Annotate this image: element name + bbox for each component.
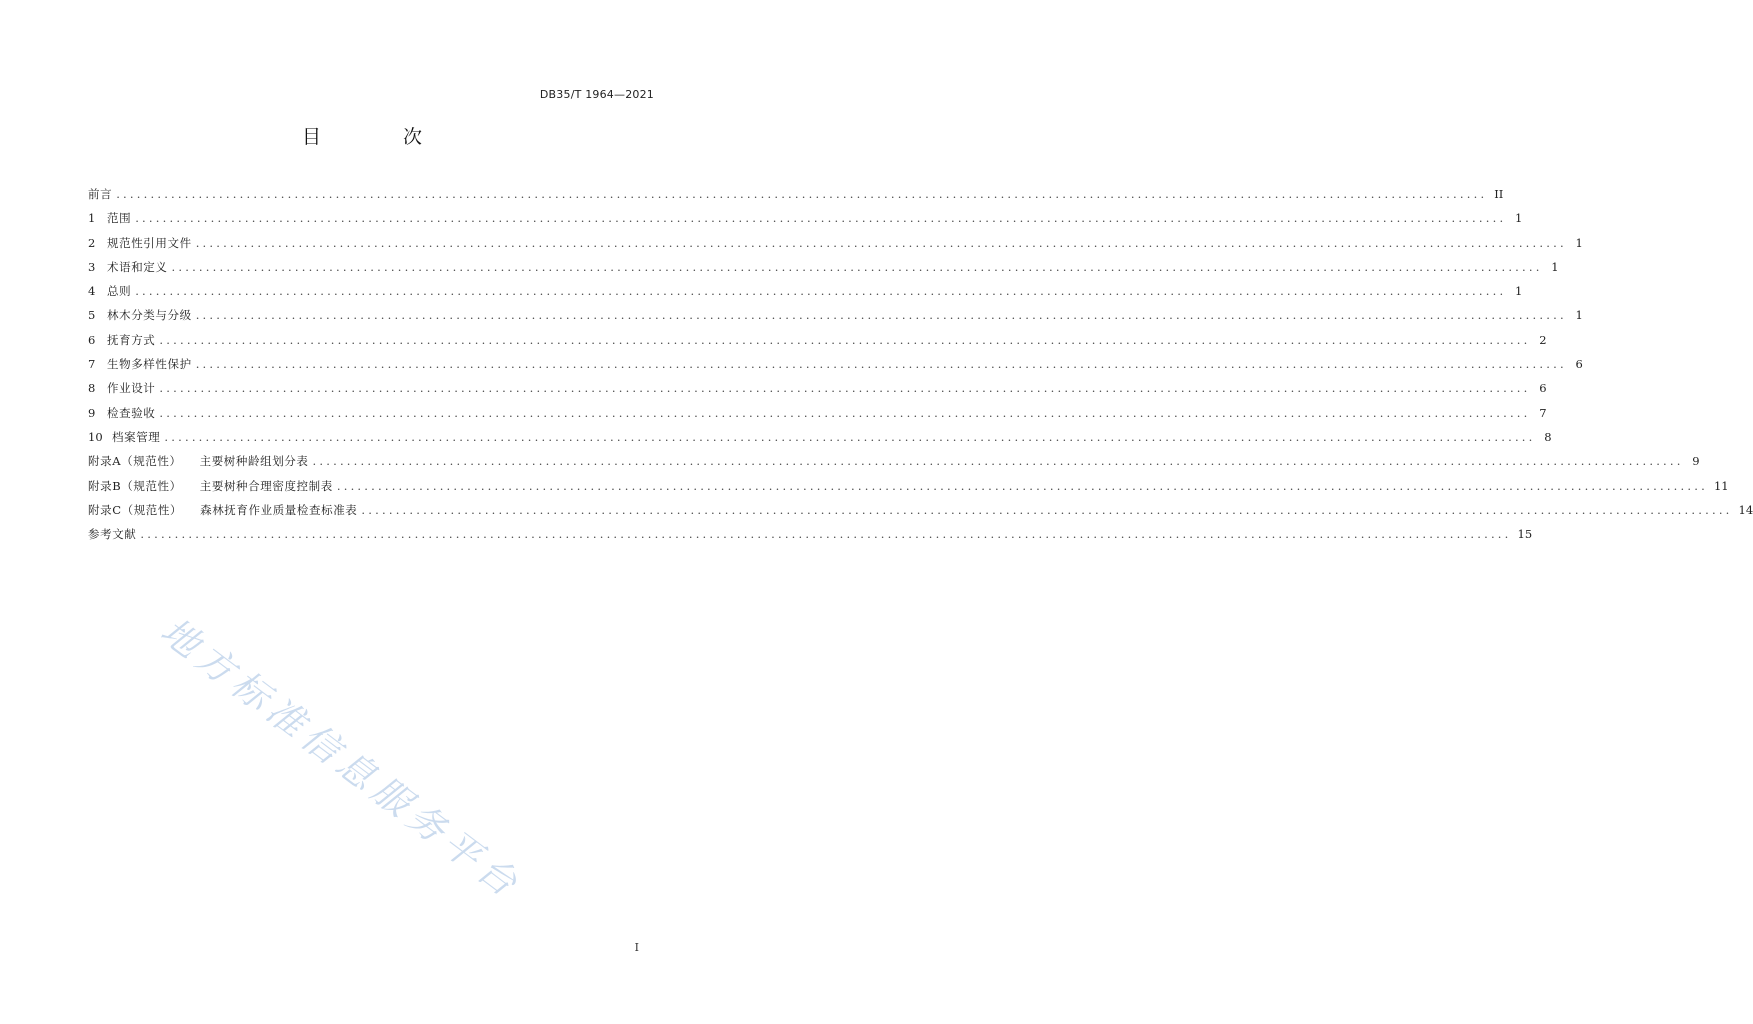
toc-entry-label: 前言 (88, 187, 113, 201)
toc-entry-page: 11 (1713, 478, 1729, 493)
toc-entry-page: 1 (1575, 235, 1583, 250)
toc-entry-foreword[interactable] (88, 185, 1504, 209)
toc-entry-label: 林木分类与分级 (107, 308, 192, 323)
toc-entry-label: 规范性引用文件 (107, 235, 192, 250)
toc-entry-label: 附录B（规范性） (88, 478, 182, 493)
toc-entry-page: 15 (1517, 527, 1533, 542)
toc-entry-biodiversity[interactable] (88, 355, 1583, 379)
page-number: I (634, 941, 639, 954)
toc-entry-label: 参考文献 (88, 527, 137, 542)
watermark: 地方标准信息服务平台 (152, 609, 530, 909)
toc-entry-label: 总则 (107, 284, 132, 299)
dot-leader: ........................................................................................................................................................................................................ (159, 332, 1531, 347)
dot-leader: ........................................................................................................................................................................................................ (140, 527, 1512, 542)
dot-leader: ........................................................................................................................................................................................................ (116, 187, 1488, 201)
dot-leader: ........................................................................................................................................................................................................ (195, 308, 1567, 323)
toc-entry-label: 抚育方式 (107, 332, 156, 347)
dot-leader: ........................................................................................................................................................................................................ (159, 405, 1531, 420)
toc-entry-annex-c[interactable] (88, 501, 1753, 525)
dot-leader: ........................................................................................................................................................................................................ (135, 211, 1507, 226)
toc-title: 目 次 (301, 126, 461, 148)
toc-entry-page: 7 (1539, 405, 1547, 420)
dot-leader: ........................................................................................................................................................................................................ (361, 502, 1733, 517)
toc-entry-page: 9 (1692, 454, 1700, 469)
toc-entry-label: 作业设计 (107, 381, 156, 396)
toc-entry-page: 14 (1738, 502, 1753, 517)
toc-entry-terms-definitions[interactable] (88, 258, 1559, 282)
toc-entry-number: 2 (88, 235, 96, 250)
toc-entry-annex-b[interactable] (88, 477, 1729, 501)
toc-entry-label: 检查验收 (107, 405, 156, 420)
toc-entry-number: 8 (88, 381, 96, 396)
toc-entry-number: 7 (88, 357, 96, 372)
toc-entry-bibliography[interactable] (88, 525, 1533, 549)
toc-entry-tending-methods[interactable] (88, 331, 1547, 355)
dot-leader: ........................................................................................................................................................................................................ (135, 284, 1507, 299)
toc-entry-label: 档案管理 (112, 429, 161, 444)
toc-entry-inspection[interactable] (88, 404, 1547, 428)
toc-entry-label: 术语和定义 (107, 259, 168, 274)
dot-leader: ........................................................................................................................................................................................................ (336, 478, 1708, 493)
dot-leader: ........................................................................................................................................................................................................ (195, 235, 1567, 250)
toc-entry-page: 1 (1551, 259, 1559, 274)
table-of-contents (88, 185, 1753, 549)
toc-entry-page: 1 (1514, 211, 1523, 226)
toc-entry-label: 附录C（规范性） (88, 502, 183, 517)
toc-entry-number: 6 (88, 332, 96, 347)
toc-entry-number: 5 (88, 308, 96, 323)
toc-entry-general-rules[interactable] (88, 282, 1523, 306)
toc-entry-page: 1 (1575, 308, 1583, 323)
toc-entry-scope[interactable] (88, 209, 1523, 233)
toc-entry-annex-title: 森林抚育作业质量检查标准表 (200, 502, 358, 517)
toc-entry-number: 10 (88, 429, 103, 444)
toc-entry-page: 6 (1575, 357, 1583, 372)
toc-entry-label: 范围 (107, 211, 132, 226)
toc-entry-page: 6 (1539, 381, 1547, 396)
toc-entry-page: 8 (1544, 429, 1552, 444)
document-code: DB35/T 1964—2021 (539, 88, 654, 101)
toc-entry-label: 附录A（规范性） (88, 454, 182, 469)
toc-entry-annex-title: 主要树种合理密度控制表 (199, 478, 333, 493)
toc-entry-archives[interactable] (88, 428, 1552, 452)
toc-entry-normative-references[interactable] (88, 234, 1583, 258)
toc-entry-number: 9 (88, 405, 96, 420)
toc-entry-page: II (1494, 187, 1504, 201)
dot-leader: ........................................................................................................................................................................................................ (195, 357, 1567, 372)
dot-leader: ........................................................................................................................................................................................................ (171, 259, 1543, 274)
dot-leader: ........................................................................................................................................................................................................ (164, 429, 1536, 444)
toc-entry-page: 2 (1539, 332, 1547, 347)
toc-entry-number: 1 (88, 211, 96, 226)
toc-entry-annex-a[interactable] (88, 452, 1700, 476)
toc-entry-operation-design[interactable] (88, 379, 1547, 403)
toc-entry-number: 3 (88, 259, 96, 274)
toc-entry-label: 生物多样性保护 (107, 357, 192, 372)
toc-entry-annex-title: 主要树种龄组划分表 (199, 454, 309, 469)
dot-leader: ........................................................................................................................................................................................................ (312, 454, 1684, 469)
toc-entry-classification[interactable] (88, 306, 1583, 330)
toc-entry-page: 1 (1514, 284, 1523, 299)
toc-entry-number: 4 (88, 284, 96, 299)
dot-leader: ........................................................................................................................................................................................................ (159, 381, 1531, 396)
